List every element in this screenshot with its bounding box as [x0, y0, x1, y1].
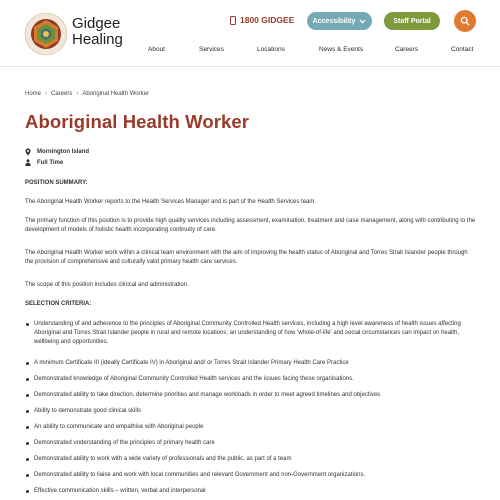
person-icon — [25, 159, 31, 166]
brand-name[interactable] — [72, 16, 123, 48]
summary-paragraph: The scope of this position includes clinical and administration. — [25, 282, 189, 288]
brand-line-2: Healing — [72, 31, 123, 48]
location-pin-icon — [25, 148, 31, 156]
chevron-right-icon: › — [76, 91, 79, 97]
bullet — [26, 323, 29, 326]
job-location — [25, 148, 89, 156]
position-summary — [25, 179, 477, 299]
summary-paragraph: The Aboriginal Health Worker work within a clinical team environment with the aim of improving the health status of Aboriginal and Torres Strait Islander people through the provision of comprehensive and culturally valid primary health care services. — [25, 250, 468, 265]
list-item-text: An ability to communicate and empathise with Aboriginal people — [34, 424, 204, 430]
brand-line-1: Gidgee — [72, 15, 121, 32]
list-item — [25, 423, 477, 432]
search-button[interactable] — [454, 10, 476, 32]
list-item — [25, 320, 477, 347]
criteria-list — [25, 320, 477, 500]
breadcrumb — [25, 91, 149, 97]
site-header — [0, 0, 500, 66]
accessibility-label: Accessibility — [312, 17, 356, 25]
breadcrumb-current: Aboriginal Health Worker — [82, 91, 149, 97]
phone-icon — [230, 16, 236, 25]
phone-number: 1800 GIDGEE — [240, 15, 295, 25]
phone-link[interactable] — [230, 15, 294, 25]
list-item — [25, 407, 477, 416]
header-divider — [0, 66, 500, 67]
bullet — [26, 490, 29, 493]
breadcrumb-careers[interactable]: Careers — [51, 91, 73, 97]
summary-heading: POSITION SUMMARY: — [25, 180, 88, 186]
list-item — [25, 471, 477, 480]
nav-services[interactable]: Services — [199, 46, 224, 53]
bullet — [26, 362, 29, 365]
list-item — [25, 375, 477, 384]
list-item-text: Demonstrated ability to liaise and work with local communities and relevant Government and non-Government organizations. — [34, 472, 366, 478]
bullet — [26, 394, 29, 397]
staff-portal-button[interactable] — [384, 12, 440, 30]
list-item-text: A minimum Certificate III (ideally Certificate IV) in Aboriginal and/ or Torres Strait Islander Primary Health Care Practice — [34, 360, 349, 366]
list-item-text: Ability to demonstrate good clinical skills — [34, 408, 142, 414]
list-item-text: Demonstrated knowledge of Aboriginal Community Controlled Health services and the issues facing these organisations. — [34, 376, 354, 382]
location-text: Mornington Island — [37, 149, 89, 155]
chevron-right-icon: › — [45, 91, 48, 97]
staff-portal-label: Staff Portal — [393, 17, 431, 25]
list-item — [25, 455, 477, 464]
nav-about[interactable]: About — [148, 46, 165, 53]
nav-careers[interactable]: Careers — [395, 46, 419, 53]
summary-paragraph: The Aboriginal Health Worker reports to the Health Services Manager and is part of the Health Services team. — [25, 199, 317, 205]
list-item-text: Understanding of and adherence to the principles of Aboriginal Community Controlled Health services, including a high level awareness of health issues affecting Aboriginal and Torres Strait Islander people in rural and remote locations; an understanding of how 'whole-of-life' and social circumstances can impact on health, wellbeing and opportunities. — [34, 321, 461, 345]
selection-criteria-heading-wrap — [25, 300, 477, 310]
criteria-heading: SELECTION CRITERIA: — [25, 301, 92, 307]
list-item-text: Demonstrated ability to take direction, determine priorities and manage workloads in order to meet agreed timelines and objectives — [34, 392, 381, 398]
nav-news-events[interactable]: News & Events — [319, 46, 364, 53]
bullet — [26, 474, 29, 477]
bullet — [26, 426, 29, 429]
nav-locations[interactable]: Locations — [257, 46, 285, 53]
list-item — [25, 439, 477, 448]
summary-paragraph: The primary function of this position is to provide high quality services including assessment, examination, treatment and case management, along with contributing to the development of models of holistic health incorporating continuity of care. — [25, 218, 476, 233]
main-nav — [0, 46, 500, 56]
list-item — [25, 391, 477, 400]
chevron-down-icon — [359, 19, 366, 24]
bullet — [26, 442, 29, 445]
bullet — [26, 378, 29, 381]
employment-type-text: Full Time — [37, 159, 64, 166]
bullet — [26, 410, 29, 413]
accessibility-button[interactable] — [307, 12, 372, 30]
list-item-text: Effective communication skills – written, verbal and interpersonal — [34, 488, 206, 494]
list-item-text: Demonstrated ability to work with a wide variety of professionals and the public, as part of a team — [34, 456, 292, 462]
nav-contact[interactable]: Contact — [451, 46, 474, 53]
list-item — [25, 487, 477, 496]
page-title: Aboriginal Health Worker — [25, 111, 250, 132]
search-icon — [460, 16, 470, 26]
list-item-text: Demonstrated understanding of the principles of primary health care — [34, 440, 215, 446]
list-item — [25, 359, 477, 368]
bullet — [26, 458, 29, 461]
job-type — [25, 159, 63, 166]
breadcrumb-home[interactable]: Home — [25, 91, 42, 97]
